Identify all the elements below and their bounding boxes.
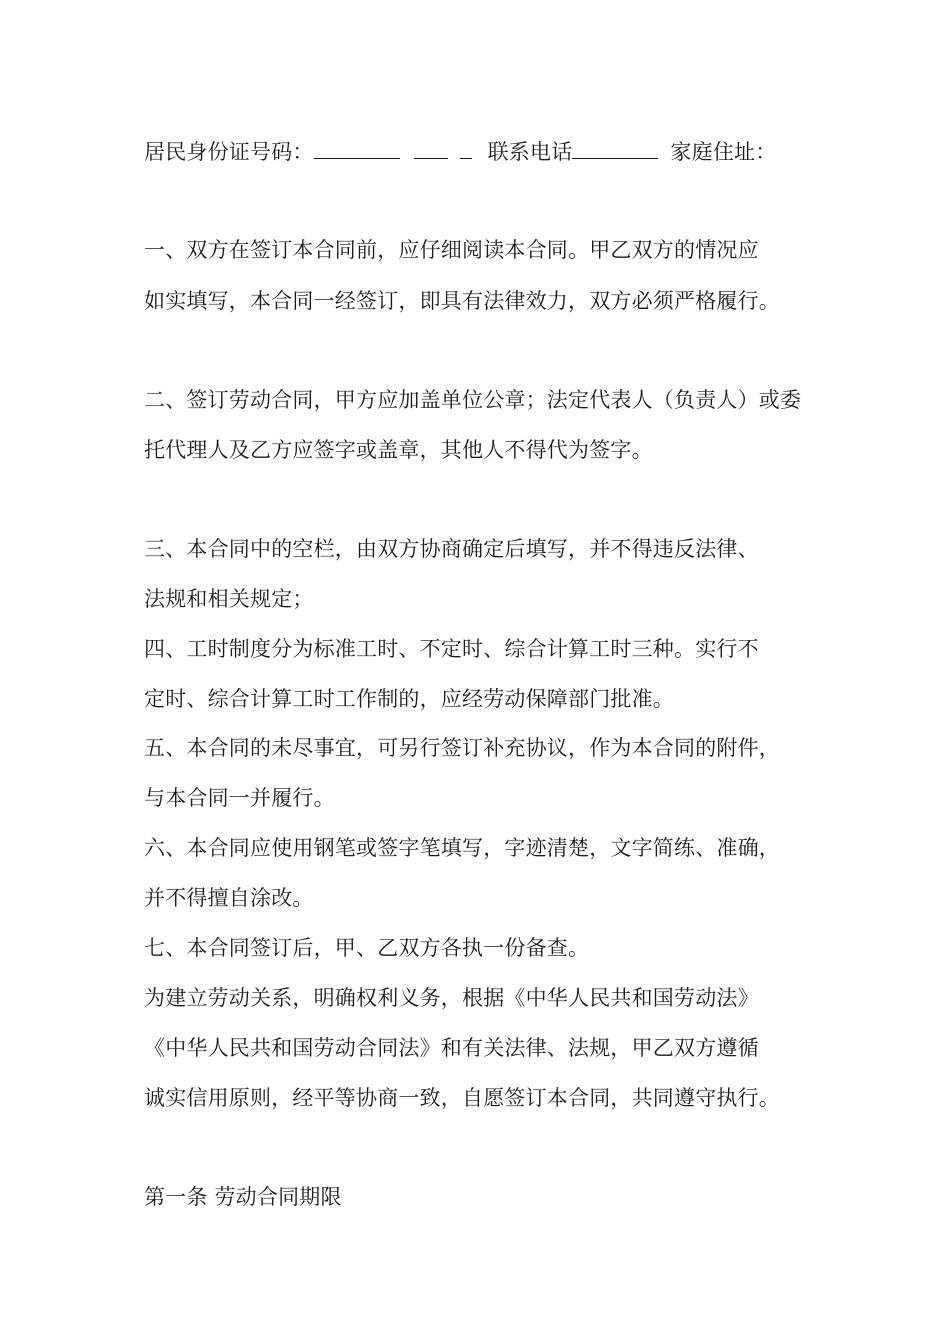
note-5-line-1: 五、本合同的未尽事宜，可另行签订补充协议，作为本合同的附件， [144,736,780,760]
preamble-line-2: 《中华人民共和国劳动合同法》和有关法律、法规，甲乙双方遵循 [144,1036,759,1060]
article-1-title: 第一条 劳动合同期限 [144,1185,342,1209]
note-3-line-1: 三、本合同中的空栏，由双方协商确定后填写，并不得违反法律、 [144,537,759,561]
preamble-line-1: 为建立劳动关系，明确权利义务，根据《中华人民共和国劳动法》 [144,986,759,1010]
address-label: 家庭住址： [670,140,777,164]
id-number-blank-1[interactable] [314,136,400,159]
id-number-label: 居民身份证号码： [144,140,314,164]
note-7-line-1: 七、本合同签订后，甲、乙双方各执一份备查。 [144,936,590,960]
id-number-blank-2[interactable] [414,136,448,159]
note-6-line-1: 六、本合同应使用钢笔或签字笔填写，字迹清楚，文字简练、准确， [144,836,780,860]
note-1-line-2: 如实填写，本合同一经签订，即具有法律效力，双方必须严格履行。 [144,289,780,313]
note-3-line-2: 法规和相关规定； [144,587,314,611]
preamble-line-3: 诚实信用原则，经平等协商一致，自愿签订本合同，共同遵守执行。 [144,1086,780,1110]
id-info-line [144,136,844,167]
note-2-line-1: 二、签订劳动合同，甲方应加盖单位公章；法定代表人（负责人）或委 [144,388,802,412]
phone-label: 联系电话 [487,140,573,164]
note-6-line-2: 并不得擅自涂改。 [144,886,314,910]
note-4-line-1: 四、工时制度分为标准工时、不定时、综合计算工时三种。实行不 [144,637,759,661]
note-4-line-2: 定时、综合计算工时工作制的，应经劳动保障部门批准。 [144,687,674,711]
note-1-line-1: 一、双方在签订本合同前，应仔细阅读本合同。甲乙双方的情况应 [144,238,759,262]
note-2-line-2: 托代理人及乙方应签字或盖章，其他人不得代为签字。 [144,438,653,462]
note-5-line-2: 与本合同一并履行。 [144,786,335,810]
id-number-blank-3[interactable] [460,136,472,159]
phone-blank[interactable] [572,136,658,159]
